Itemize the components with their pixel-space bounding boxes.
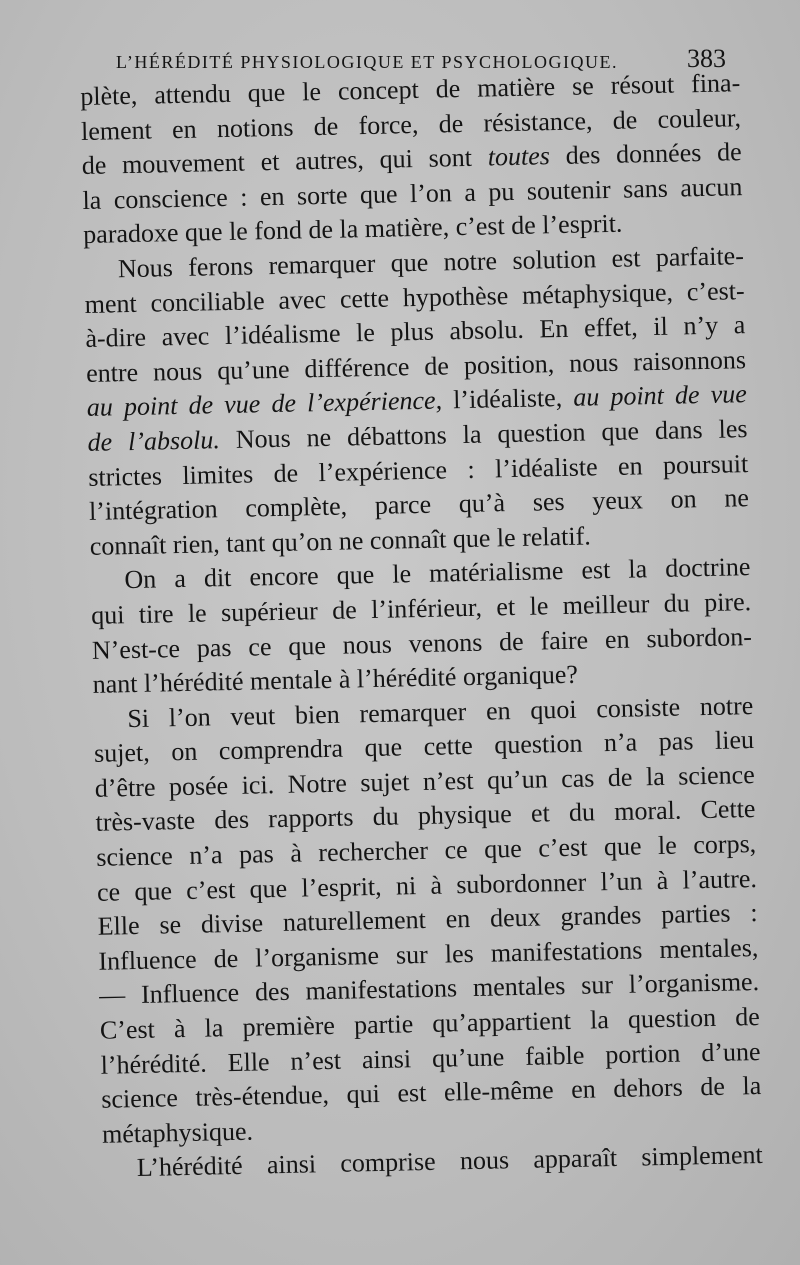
text-line: Influence de l’organisme sur les manifestations mentales,	[98, 932, 759, 976]
text-line: science très-étendue, qui est elle-même en dehors de la	[101, 1071, 762, 1114]
text-line: métaphysique.	[101, 1116, 254, 1149]
paragraph-start-line: On a dit encore que le matérialisme est la doctrine	[124, 552, 751, 595]
text-segment: Nous ne débattons la question que dans les	[219, 414, 748, 455]
text-segment: des données de	[549, 137, 742, 171]
italic-segment: au point de vue	[572, 379, 748, 413]
text-segment: de mouvement et autres, qui sont	[81, 142, 489, 181]
text-line: d’être posée ici. Notre sujet n’est qu’un cas de la science	[94, 759, 755, 803]
text-line: strictes limites de l’expérience : l’idéaliste en poursuit	[88, 448, 749, 492]
text-line: entre nous qu’une différence de position, nous raisonnons	[85, 344, 747, 388]
text-line: C’est à la première partie qu’appartient la question de	[99, 1002, 761, 1045]
text-line: très-vaste des rapports du physique et du moral. Cette	[95, 794, 756, 838]
page-number: 383	[687, 44, 726, 73]
text-line: qui tire le supérieur de l’inférieur, et le meilleur du pire.	[90, 586, 752, 630]
text-line: la conscience : en sorte que l’on a pu soutenir sans aucun	[82, 171, 743, 215]
text-line: l’intégration complète, parce qu’à ses yeux on ne	[88, 483, 750, 527]
text-line: science n’a pas à rechercher ce que c’est que le corps,	[95, 829, 757, 872]
italic-segment: toutes	[487, 141, 551, 172]
text-line: plète, attendu que le concept de matière se résout fina-	[80, 68, 741, 111]
text-line: Elle se divise naturellement en deux grandes parties :	[97, 898, 758, 942]
running-title: L’HÉRÉDITÉ PHYSIOLOGIQUE ET PSYCHOLOGIQUE.	[116, 52, 618, 72]
text-line: ce que c’est que l’esprit, ni à subordonner l’un à l’autre.	[96, 863, 758, 907]
text-line: lement en notions de force, de résistance, de couleur,	[80, 102, 742, 146]
text-line: l’hérédité. Elle n’est ainsi qu’une faible portion d’une	[100, 1036, 761, 1080]
italic-segment: au point de vue de l’expérience,	[86, 385, 443, 423]
text-segment: l’idéaliste,	[441, 383, 574, 415]
paragraph-start-line: L’hérédité ainsi comprise nous apparaît simplement	[136, 1140, 763, 1183]
text-line: connaît rien, tant qu’on ne connaît que le relatif.	[89, 521, 592, 561]
paragraph-start-line: Si l’on veut bien remarquer en quoi consiste notre	[127, 690, 754, 733]
text-line: à-dire avec l’idéalisme le plus absolu. En effet, il n’y a	[85, 310, 746, 354]
body-text	[80, 66, 763, 1187]
italic-segment: de l’absolu.	[87, 425, 221, 457]
text-line: — Influence des manifestations mentales sur l’organisme.	[98, 967, 760, 1011]
text-line: nant l’hérédité mentale à l’hérédité organique?	[92, 659, 579, 699]
text-line: ment conciliable avec cette hypothèse métaphysique, c’est-	[84, 275, 745, 319]
text-line: paradoxe que le fond de la matière, c’est de l’esprit.	[82, 209, 623, 250]
text-line: sujet, on comprendra que cette question n’a pas lieu	[93, 725, 755, 769]
text-line: N’est-ce pas ce que nous venons de faire en subordon-	[91, 621, 753, 665]
paragraph-start-line: Nous ferons remarquer que notre solution est parfaite-	[117, 241, 745, 284]
